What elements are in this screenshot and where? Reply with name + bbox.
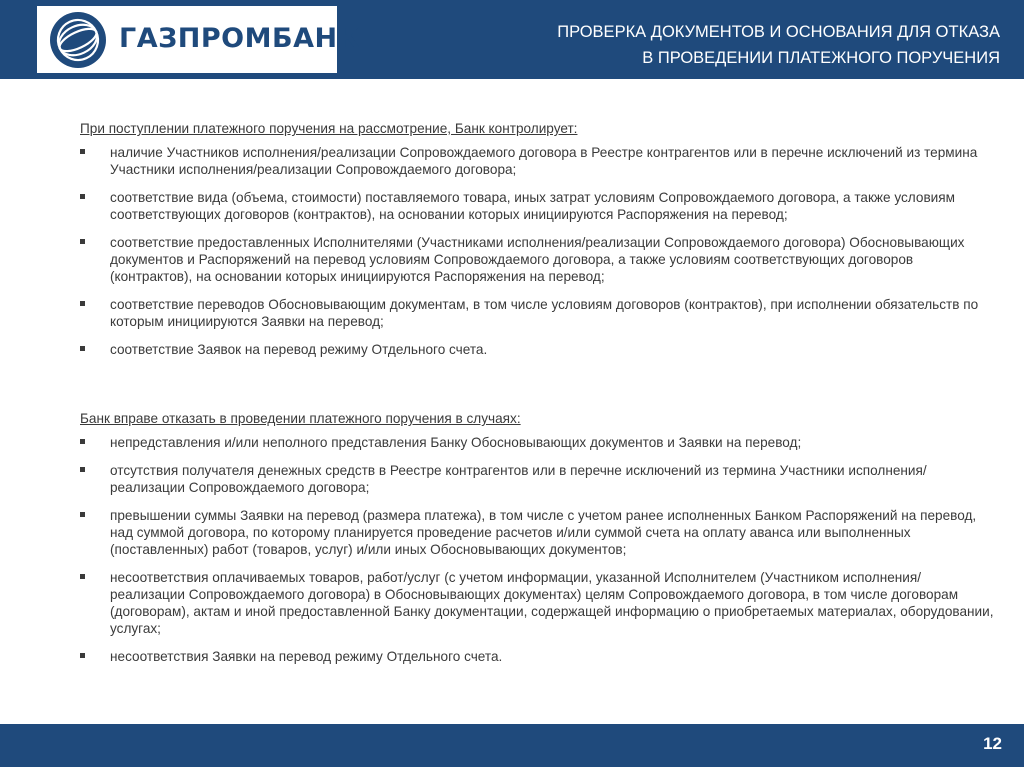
page-title bbox=[380, 19, 1000, 71]
bullet-icon bbox=[80, 653, 85, 658]
section-refusal bbox=[80, 410, 1000, 665]
list-item bbox=[80, 648, 995, 665]
bullet-icon bbox=[80, 574, 85, 579]
list-item bbox=[80, 569, 995, 637]
list-item bbox=[80, 189, 995, 223]
list-item bbox=[80, 462, 995, 496]
list-item-text: соответствие вида (объема, стоимости) поставляемого товара, иных затрат условиям Сопровождаемого договора, а также условиям соответствующих договоров (контрактов), на основании которых инициируются Распоряжения на перевод; bbox=[110, 190, 955, 222]
header-bar bbox=[0, 0, 1024, 79]
list-item-text: превышении суммы Заявки на перевод (размера платежа), в том числе с учетом ранее исполненных Банком Распоряжений на перевод, над суммой договора, по которому планируется проведение расчетов и/или суммой счета на оплату аванса или выполненных (поставленных) работ (товаров, услуг) и/или иных Обосновывающих документов; bbox=[110, 508, 977, 557]
bullet-icon bbox=[80, 239, 85, 244]
bullet-icon bbox=[80, 512, 85, 517]
bullet-icon bbox=[80, 439, 85, 444]
list-item bbox=[80, 434, 995, 451]
bullet-icon bbox=[80, 346, 85, 351]
list-item-text: наличие Участников исполнения/реализации Сопровождаемого договора в Реестре контрагентов или в перечне исключений из термина Участники исполнения/реализации Сопровождаемого договора; bbox=[110, 145, 978, 177]
list-item-text: несоответствия Заявки на перевод режиму Отдельного счета. bbox=[110, 649, 503, 664]
gazprombank-logo-icon bbox=[48, 10, 108, 70]
bullet-list bbox=[80, 434, 1000, 665]
section-heading: При поступлении платежного поручения на рассмотрение, Банк контролирует: bbox=[80, 121, 578, 136]
bullet-icon bbox=[80, 194, 85, 199]
list-item bbox=[80, 507, 995, 558]
footer-bar bbox=[0, 724, 1024, 767]
page-title-line-2: В ПРОВЕДЕНИИ ПЛАТЕЖНОГО ПОРУЧЕНИЯ bbox=[642, 49, 1000, 67]
list-item bbox=[80, 144, 995, 178]
bullet-icon bbox=[80, 149, 85, 154]
main-content bbox=[80, 120, 1000, 676]
list-item-text: несоответствия оплачиваемых товаров, работ/услуг (с учетом информации, указанной Исполнителем (Участником исполнения/реализации Сопровождаемого договора) в Обосновывающих документах) целям Сопровождаемого договора, в том числе договорам (договорам), актам и иной предоставленной Банку документации, содержащей информацию о приобретаемых материалах, оборудовании, услугах; bbox=[110, 570, 994, 636]
section-heading: Банк вправе отказать в проведении платежного поручения в случаях: bbox=[80, 411, 521, 426]
list-item bbox=[80, 234, 995, 285]
list-item-text: соответствие предоставленных Исполнителями (Участниками исполнения/реализации Сопровождаемого договора) Обосновывающих документов и Распоряжений на перевод условиям Сопровождаемого договора, а также условиям соответствующих договоров (контрактов), на основании которых инициируются Распоряжения на перевод; bbox=[110, 235, 965, 284]
list-item-text: отсутствия получателя денежных средств в Реестре контрагентов или в перечне исключений из термина Участники исполнения/реализации Сопровождаемого договора; bbox=[110, 463, 927, 495]
list-item bbox=[80, 341, 995, 358]
bullet-list bbox=[80, 144, 1000, 358]
list-item-text: непредставления и/или неполного представления Банку Обосновывающих документов и Заявки на перевод; bbox=[110, 435, 802, 450]
list-item-text: соответствие Заявок на перевод режиму Отдельного счета. bbox=[110, 342, 488, 357]
bullet-icon bbox=[80, 467, 85, 472]
page-number: 12 bbox=[983, 734, 1002, 753]
section-controls bbox=[80, 120, 1000, 358]
bullet-icon bbox=[80, 301, 85, 306]
brand-name: ГАЗПРОМБАНК bbox=[119, 23, 361, 54]
list-item-text: соответствие переводов Обосновывающим документам, в том числе условиям договоров (контрактов), при исполнении обязательств по которым инициируются Заявки на перевод; bbox=[110, 297, 979, 329]
list-item bbox=[80, 296, 995, 330]
page-title-line-1: ПРОВЕРКА ДОКУМЕНТОВ И ОСНОВАНИЯ ДЛЯ ОТКАЗА bbox=[557, 23, 1000, 41]
